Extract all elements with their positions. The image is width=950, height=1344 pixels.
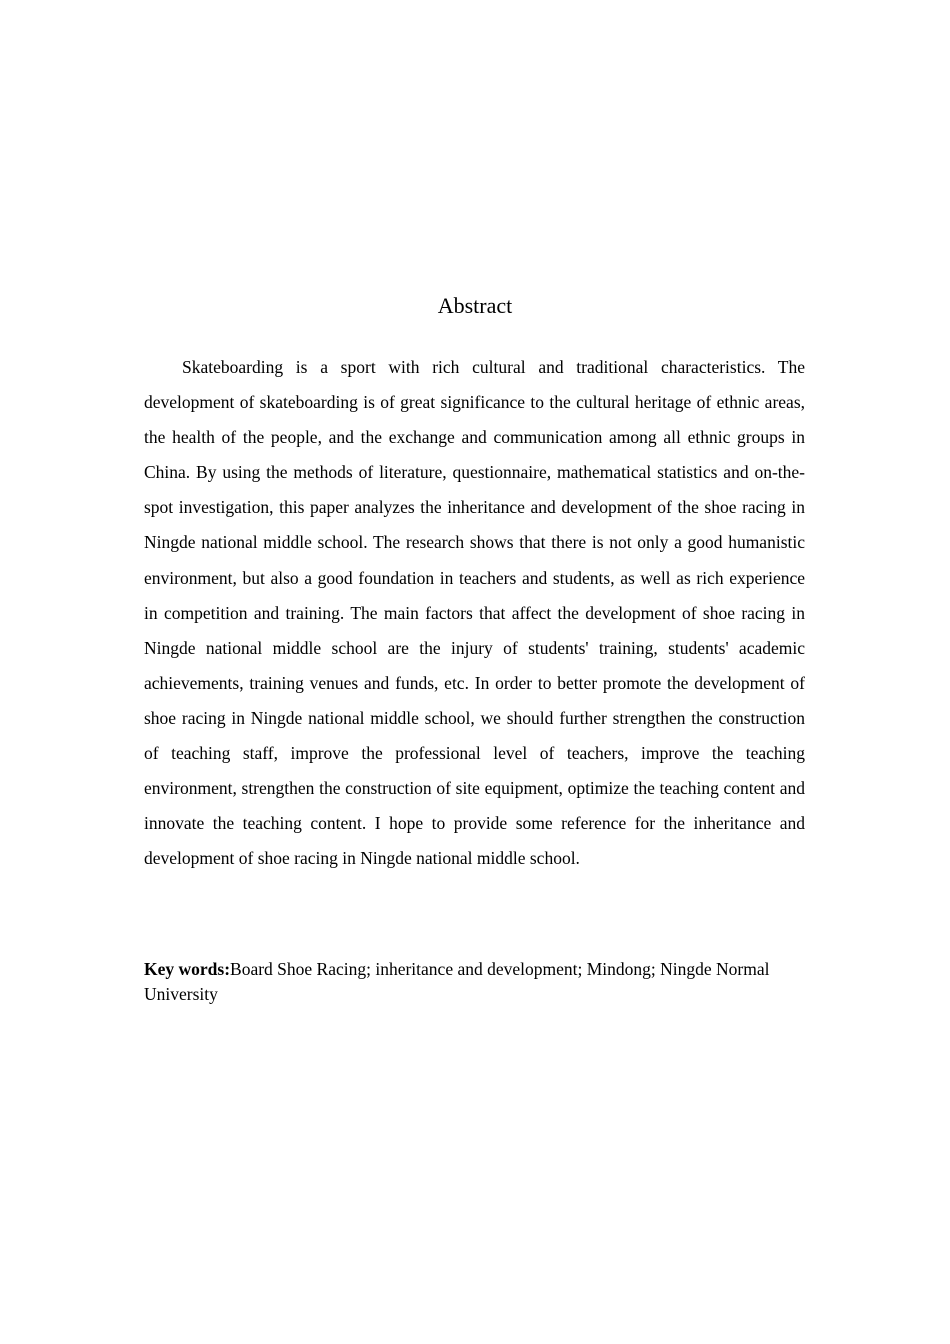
abstract-title: Abstract <box>437 293 513 318</box>
keywords-text: Board Shoe Racing; inheritance and development; Mindong; Ningde Normal University <box>144 959 770 1004</box>
keywords-paragraph <box>144 957 805 1007</box>
abstract-body: Skateboarding is a sport with rich cultural and traditional characteristics. The development of skateboarding is of great significance to the cultural heritage of ethnic areas, the health of the people, and the exchange and communication among all ethnic groups in China. By using the methods of literature, questionnaire, mathematical statistics and on-the-spot investigation, this paper analyzes the inheritance and development of the shoe racing in Ningde national middle school. The research shows that there is not only a good humanistic environment, but also a good foundation in teachers and students, as well as rich experience in competition and training. The main factors that affect the development of shoe racing in Ningde national middle school are the injury of students' training, students' academic achievements, training venues and funds, etc. In order to better promote the development of shoe racing in Ningde national middle school, we should further strengthen the construction of teaching staff, improve the professional level of teachers, improve the teaching environment, strengthen the construction of site equipment, optimize the teaching content and innovate the teaching content. I hope to provide some reference for the inheritance and development of shoe racing in Ningde national middle school. <box>144 357 805 869</box>
keywords-label: Key words: <box>144 959 231 979</box>
